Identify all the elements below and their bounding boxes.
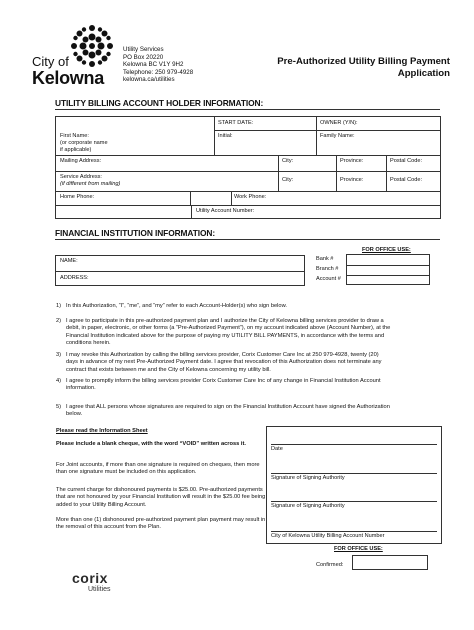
corix-utilities: Utilities	[88, 586, 111, 593]
form-title	[277, 56, 450, 80]
address-line: PO Box 20220	[123, 53, 164, 61]
city-logo-mark-icon	[68, 22, 116, 70]
initial-label: Initial:	[218, 133, 233, 139]
service-address-label: Service Address:	[60, 174, 102, 180]
office-numbers-box	[346, 254, 430, 285]
family-name-label: Family Name:	[320, 133, 355, 139]
authorization-paragraph: 2) I agree to participate in this pre-authorized payment plan and I authorize the City of Kelowna billing services provider to draw a debit, in paper, electronic, or other forms (a “Pre-Authorized Payment”), on my account indicated above (Account Number), at the Financial Institution indicated above for the purpose of paying my UTILITY BILL PAYMENTS, in accordance with the terms and conditions herein.	[56, 318, 391, 347]
city-label: City:	[282, 158, 294, 164]
authorization-paragraph: 4) I agree to promptly inform the billing services provider Corix Customer Care Inc of any change in Financial Institution Account information.	[56, 378, 381, 392]
info-sheet-link[interactable]: Please read the Information Sheet	[56, 428, 148, 434]
bank-address-label: ADDRESS:	[60, 275, 89, 281]
address-line: kelowna.ca/utilities	[123, 76, 175, 84]
mailing-address-label: Mailing Address:	[60, 158, 102, 164]
city-label: City:	[282, 177, 294, 183]
void-cheque-note: Please include a blank cheque, with the word “VOID” written across it.	[56, 441, 246, 447]
first-name-label: First Name:	[60, 133, 89, 139]
service-address-note: (if different from mailing)	[60, 181, 121, 187]
city-logo	[28, 22, 123, 92]
address-block	[123, 46, 233, 84]
address-line: Telephone: 250 979-4928	[123, 68, 194, 76]
corix-logo	[72, 570, 142, 598]
joint-accounts-note: For Joint accounts, if more than one signature is required on cheques, then more than one signature must be included on this application.	[56, 462, 260, 476]
province-label: Province:	[340, 158, 364, 164]
postal-code-label: Postal Code:	[390, 177, 423, 183]
start-date-label: START DATE:	[218, 120, 254, 126]
removal-note: More than one (1) dishonoured pre-authorized payment plan payment may result in the removal of this account from the Plan.	[56, 517, 266, 531]
first-name-note: (or corporate name	[60, 140, 108, 146]
bank-number-label: Bank #	[316, 256, 334, 262]
dishonoured-charge-note: The current charge for dishonoured payments is $25.00. Pre-authorized payments that are not honoured by your Financial Institution will result in the $25.00 fee being added to your Utility Billing Account.	[56, 487, 266, 508]
confirmed-label: Confirmed:	[316, 562, 344, 568]
authorization-paragraph: 1) In this Authorization, “I”, “me”, and “my” refer to each Account-Holder(s) who sign below.	[56, 303, 287, 309]
province-label: Province:	[340, 177, 364, 183]
signature-box	[266, 426, 442, 544]
first-name-note: if applicable)	[60, 147, 92, 153]
account-holder-table	[55, 116, 441, 219]
account-number-label: Account #	[316, 276, 341, 282]
branch-number-label: Branch #	[316, 266, 339, 272]
office-use-label: FOR OFFICE USE:	[334, 546, 383, 552]
owner-label: OWNER (Y/N):	[320, 120, 358, 126]
work-phone-label: Work Phone:	[234, 194, 267, 200]
postal-code-label: Postal Code:	[390, 158, 423, 164]
billing-account-number-label: City of Kelowna Utility Billing Account Number	[271, 533, 385, 539]
address-line: Utility Services	[123, 46, 164, 53]
office-use-label: FOR OFFICE USE:	[362, 247, 411, 253]
account-holder-heading: UTILITY BILLING ACCOUNT HOLDER INFORMATION:	[55, 98, 264, 108]
form-title-line1: Pre-Authorized Utility Billing Payment	[277, 56, 450, 67]
financial-institution-heading: FINANCIAL INSTITUTION INFORMATION:	[55, 228, 216, 238]
form-title-line2: Application	[397, 68, 450, 79]
logo-city-of: City of	[32, 54, 69, 69]
divider	[55, 109, 440, 110]
utility-account-label: Utility Account Number:	[196, 208, 255, 214]
divider	[55, 239, 440, 240]
signature-label: Signature of Signing Authority	[271, 475, 345, 481]
authorization-paragraph: 5) I agree that ALL persons whose signatures are required to sign on the Financial Institution Account have signed the Authorization below.	[56, 404, 390, 418]
date-label: Date	[271, 446, 283, 452]
corix-wordmark: corix	[72, 570, 108, 586]
home-phone-label: Home Phone:	[60, 194, 95, 200]
logo-kelowna: Kelowna	[32, 68, 104, 88]
address-line: Kelowna BC V1Y 9H2	[123, 61, 184, 69]
bank-name-label: NAME:	[60, 258, 78, 264]
confirmed-field[interactable]	[352, 555, 428, 570]
bank-name-address-box	[55, 255, 305, 286]
signature-label: Signature of Signing Authority	[271, 503, 345, 509]
authorization-paragraph: 3) I may revoke this Authorization by calling the billing services provider, Corix Customer Care Inc at 250 979-4928, twenty (20) days in advance of my next Pre-Authorized Payment date. I agree that revocation of this Authorization does not terminate any contract that exists between me and the City of Kelowna concerning my utility bill.	[56, 352, 382, 373]
